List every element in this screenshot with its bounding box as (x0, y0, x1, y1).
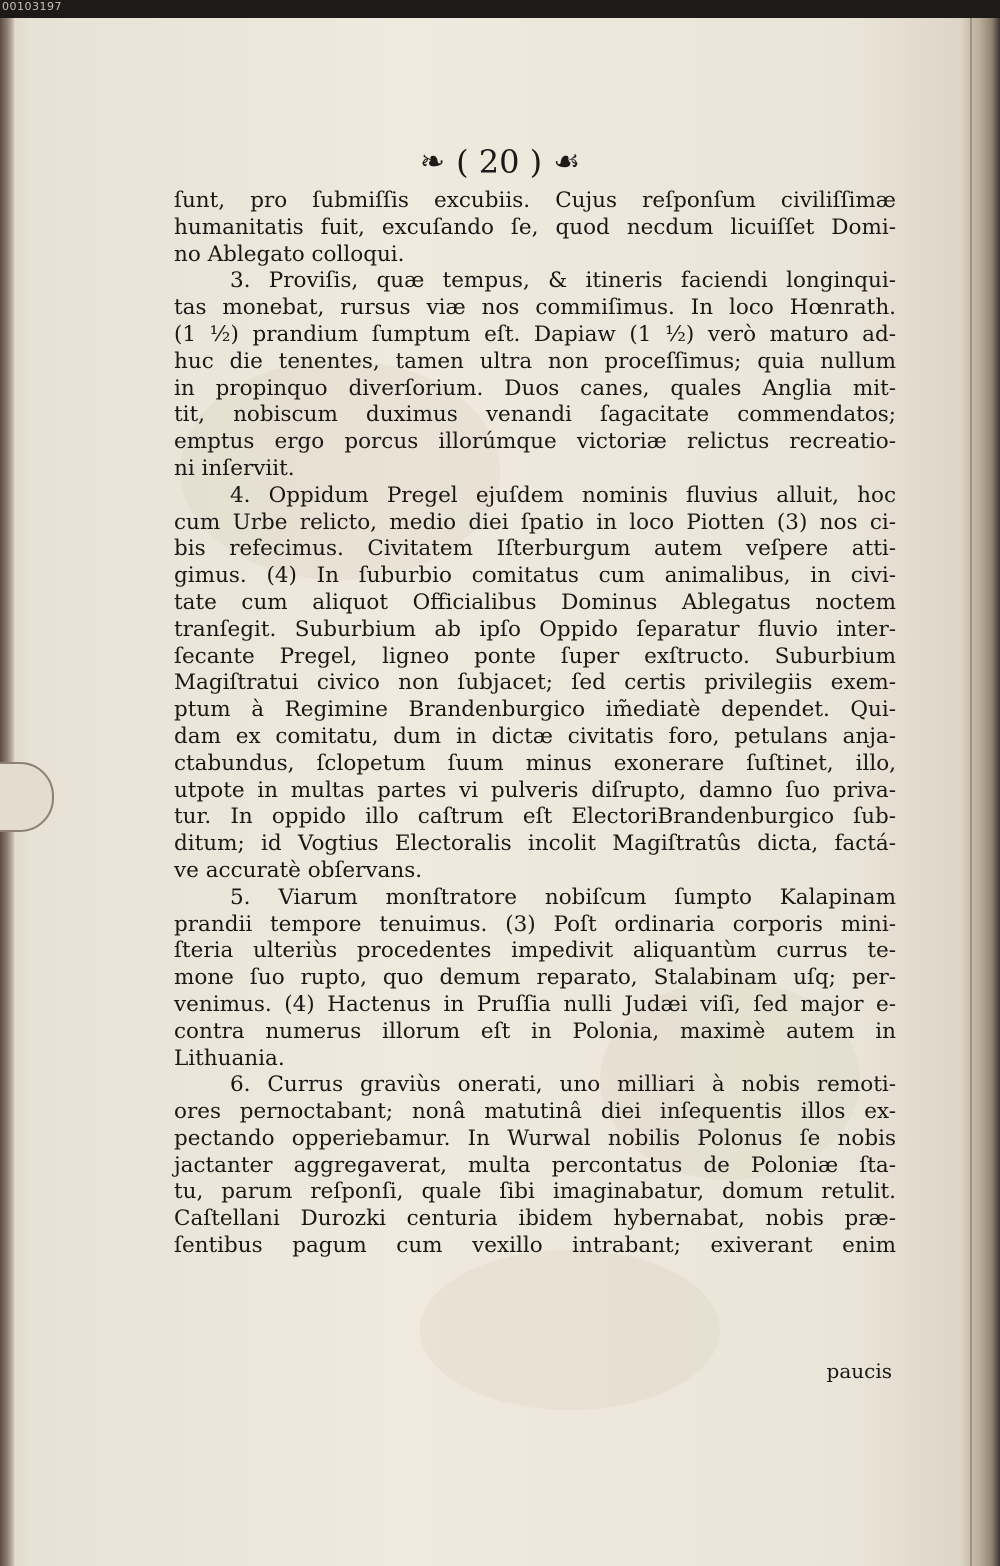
body-text (174, 188, 896, 1260)
text-line: jactanter aggregaverat, multa percontatus de Poloniæ ſta- (174, 1152, 896, 1178)
text-line: 5. Viarum monſtratore nobiſcum ſumpto Kalapinam (230, 884, 896, 910)
text-line: ctabundus, ſclopetum ſuum minus exonerare ſuſtinet, illo, (174, 750, 896, 776)
text-line: pectando opperiebamur. In Wurwal nobilis Polonus ſe nobis (174, 1125, 896, 1151)
text-line: (1 ½) prandium ſumptum eſt. Dapiaw (1 ½) verò maturo ad- (174, 321, 896, 347)
text-line: cum Urbe relicto, medio diei ſpatio in loco Piotten (3) nos ci- (174, 509, 896, 535)
text-line: ores pernoctabant; nonâ matutinâ diei inſequentis illos ex- (174, 1099, 896, 1125)
text-line: tas monebat, rursus viæ nos commiſimus. In loco Hœnrath. (174, 295, 896, 321)
text-line: huc die tenentes, tamen ultra non proceſſimus; quia nullum (174, 348, 896, 374)
text-line: tate cum aliquot Officialibus Dominus Ablegatus noctem (174, 589, 896, 615)
catchword: paucis (826, 1359, 892, 1383)
text-line: tu, parum reſponſi, quale ſibi imaginabatur, domum retulit. (174, 1179, 896, 1205)
left-ornament-icon: ❧ (419, 144, 445, 180)
text-line: ſentibus pagum cum vexillo intrabant; exiverant enim (174, 1233, 896, 1259)
text-line: tur. In oppido illo caſtrum eſt ElectoriBrandenburgico ſub- (174, 804, 896, 830)
text-line: bis refecimus. Civitatem Iſterburgum autem veſpere atti- (174, 536, 896, 562)
text-line: utpote in multas partes vi pulveris diſrupto, damno ſuo priva- (174, 777, 896, 803)
scan-top-border (0, 0, 1000, 18)
text-line: ve accuratè obſervans. (174, 857, 423, 883)
text-line: humanitatis fuit, excuſando ſe, quod necdum licuiſſet Domi- (174, 214, 896, 240)
text-line: dam ex comitatu, dum in dictæ civitatis foro, petulans anja- (174, 723, 896, 749)
text-line: ni inſerviit. (174, 455, 295, 481)
text-line: tranſegit. Suburbium ab ipſo Oppido ſeparatur fluvio inter- (174, 616, 896, 642)
text-line: prandii tempore tenuimus. (3) Poſt ordinaria corporis mini- (174, 911, 896, 937)
text-line: 3. Proviſis, quæ tempus, & itineris faciendi longinqui- (230, 268, 896, 294)
text-line: ptum à Regimine Brandenburgico im̃ediatè dependet. Qui- (174, 697, 896, 723)
text-line: ſteria ulteriùs procedentes impedivit aliquantùm currus te- (174, 938, 896, 964)
right-ornament-icon: ☙ (553, 144, 581, 180)
scan-identifier: 00103197 (2, 0, 62, 13)
text-line: emptus ergo porcus illorúmque victoriæ relictus recreatio- (174, 429, 896, 455)
page-header (0, 143, 1000, 181)
text-line: ſecante Pregel, ligneo ponte ſuper exſtructo. Suburbium (174, 643, 896, 669)
text-line: in propinquo diverſorium. Duos canes, quales Anglia mit- (174, 375, 896, 401)
paper-stain (420, 1250, 720, 1410)
page-fore-edge (960, 0, 1000, 1566)
text-line: Magiſtratui civico non ſubjacet; ſed certis privilegiis exem- (174, 670, 896, 696)
text-line: 6. Currus graviùs onerati, uno milliari à nobis remoti- (230, 1072, 896, 1098)
text-line: gimus. (4) In ſuburbio comitatus cum animalibus, in civi- (174, 563, 896, 589)
text-line: 4. Oppidum Pregel ejuſdem nominis fluvius alluit, hoc (230, 482, 896, 508)
text-line: tit, nobiscum duximus venandi ſagacitate commendatos; (174, 402, 896, 428)
page-clip-tab (0, 762, 54, 832)
text-line: no Ablegato colloqui. (174, 241, 405, 267)
text-line: ſunt, pro ſubmiſſis excubiis. Cujus reſponſum civiliſſimæ (174, 188, 896, 213)
text-line: Lithuania. (174, 1045, 285, 1071)
page-edge-line (970, 0, 972, 1566)
text-line: venimus. (4) Hactenus in Pruſſia nulli Judæi viſi, ſed major e- (174, 991, 896, 1017)
text-line: ditum; id Vogtius Electoralis incolit Magiſtratûs dicta, factá- (174, 831, 896, 857)
text-line: Caſtellani Durozki centuria ibidem hybernabat, nobis præ- (174, 1206, 896, 1232)
text-line: contra numerus illorum eſt in Polonia, maximè autem in (174, 1018, 896, 1044)
page-number: ( 20 ) (456, 143, 543, 181)
text-line: mone ſuo rupto, quo demum reparato, Stalabinam uſq; per- (174, 965, 896, 991)
